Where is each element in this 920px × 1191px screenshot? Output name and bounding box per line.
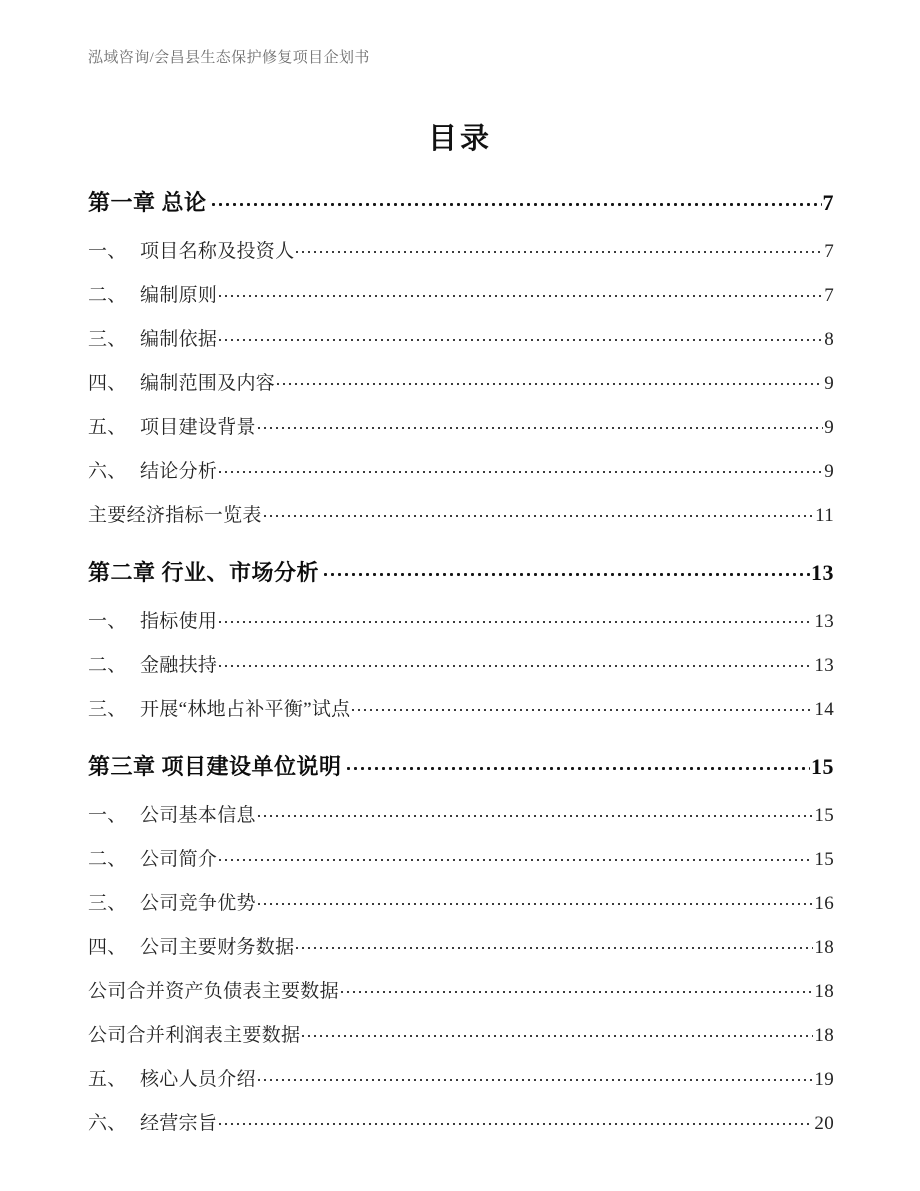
toc-leader-dots bbox=[296, 934, 813, 953]
toc-entry-number: 四、 bbox=[88, 937, 127, 958]
toc-entry-label: 主要经济指标一览表 bbox=[88, 505, 262, 526]
toc-entry-label: 指标使用 bbox=[140, 611, 218, 632]
toc-leader-dots bbox=[258, 890, 814, 909]
toc-section-entry[interactable] bbox=[88, 844, 834, 871]
toc-entry-number: 三、 bbox=[88, 699, 127, 720]
toc-leader-dots bbox=[324, 558, 810, 580]
toc-leader-dots bbox=[277, 370, 823, 389]
toc-section-entry[interactable] bbox=[88, 1108, 834, 1135]
toc-entry-number: 六、 bbox=[88, 1113, 127, 1134]
toc-section-entry[interactable] bbox=[88, 888, 834, 915]
toc-entry-number: 四、 bbox=[88, 373, 127, 394]
toc-entry-label: 结论分析 bbox=[140, 461, 218, 482]
toc-page-number: 19 bbox=[814, 1069, 834, 1090]
toc-section-entry[interactable] bbox=[88, 368, 834, 395]
toc-entry-label: 公司合并资产负债表主要数据 bbox=[88, 981, 339, 1002]
toc-section-entry[interactable] bbox=[88, 456, 834, 483]
toc-page-number: 13 bbox=[814, 655, 834, 676]
toc-entry-label: 编制依据 bbox=[140, 329, 218, 350]
toc-leader-dots bbox=[352, 696, 813, 715]
toc-leader-dots bbox=[219, 458, 823, 477]
toc-entry-number: 一、 bbox=[88, 805, 127, 826]
toc-entry-label: 公司合并利润表主要数据 bbox=[88, 1025, 301, 1046]
toc-section-entry[interactable] bbox=[88, 800, 834, 827]
toc-entry-label: 项目名称及投资人 bbox=[140, 241, 295, 262]
toc-entry-label: 项目建设背景 bbox=[140, 417, 256, 438]
toc-entry-number: 二、 bbox=[88, 849, 127, 870]
toc-entry-label: 开展“林地占补平衡”试点 bbox=[140, 699, 351, 720]
toc-section-entry[interactable] bbox=[88, 606, 834, 633]
toc-leader-dots bbox=[258, 1066, 814, 1085]
toc-entry-label: 核心人员介绍 bbox=[140, 1069, 256, 1090]
toc-section-entry[interactable] bbox=[88, 236, 834, 263]
toc-page-number: 18 bbox=[814, 981, 834, 1002]
toc-chapter-entry[interactable] bbox=[88, 556, 834, 587]
toc-entry-label: 编制范围及内容 bbox=[140, 373, 276, 394]
toc-leader-dots bbox=[219, 1110, 813, 1129]
toc-page-number: 11 bbox=[815, 505, 834, 526]
toc-leader-dots bbox=[264, 502, 814, 521]
toc-page-number: 14 bbox=[814, 699, 834, 720]
toc-entry-label: 公司简介 bbox=[140, 849, 218, 870]
toc-page-number: 20 bbox=[814, 1113, 834, 1134]
toc-section-entry[interactable] bbox=[88, 1064, 834, 1091]
toc-page-number: 7 bbox=[822, 190, 834, 215]
toc-leader-dots bbox=[258, 414, 823, 433]
toc-entry-number: 五、 bbox=[88, 417, 127, 438]
toc-entry-label: 金融扶持 bbox=[140, 655, 218, 676]
toc-page-number: 15 bbox=[811, 754, 834, 779]
toc-entry-label: 公司主要财务数据 bbox=[140, 937, 295, 958]
toc-section-entry[interactable] bbox=[88, 324, 834, 351]
toc-entry-label: 第二章 行业、市场分析 bbox=[88, 560, 320, 585]
toc-entry-number: 三、 bbox=[88, 329, 127, 350]
toc-leader-dots bbox=[302, 1022, 813, 1041]
toc-leader-dots bbox=[258, 802, 814, 821]
toc-entry-number: 六、 bbox=[88, 461, 127, 482]
toc-section-entry[interactable] bbox=[88, 412, 834, 439]
toc-chapter-entry[interactable] bbox=[88, 186, 834, 217]
toc-leader-dots bbox=[219, 326, 823, 345]
toc-page-number: 15 bbox=[814, 805, 834, 826]
toc-leader-dots bbox=[296, 238, 823, 257]
table-of-contents bbox=[88, 186, 834, 1135]
toc-page-number: 16 bbox=[814, 893, 834, 914]
toc-leader-dots bbox=[219, 846, 813, 865]
toc-entry-label: 编制原则 bbox=[140, 285, 218, 306]
toc-leader-dots bbox=[219, 282, 823, 301]
toc-entry-number: 二、 bbox=[88, 285, 127, 306]
toc-entry-label: 第一章 总论 bbox=[88, 190, 207, 215]
toc-leader-dots bbox=[212, 188, 822, 210]
toc-entry-number: 一、 bbox=[88, 241, 127, 262]
page-title: 目录 bbox=[427, 123, 492, 155]
toc-leader-dots bbox=[341, 978, 813, 997]
toc-section-entry[interactable] bbox=[88, 280, 834, 307]
toc-section-entry[interactable] bbox=[88, 694, 834, 721]
toc-page-number: 8 bbox=[824, 329, 834, 350]
toc-page-number: 15 bbox=[814, 849, 834, 870]
toc-entry-label: 经营宗旨 bbox=[140, 1113, 218, 1134]
toc-entry-number: 一、 bbox=[88, 611, 127, 632]
toc-page-number: 13 bbox=[814, 611, 834, 632]
toc-entry-label: 公司基本信息 bbox=[140, 805, 256, 826]
toc-entry-label: 第三章 项目建设单位说明 bbox=[88, 754, 342, 779]
toc-section-entry[interactable] bbox=[88, 500, 834, 527]
toc-chapter-entry[interactable] bbox=[88, 750, 834, 781]
toc-page-number: 9 bbox=[824, 417, 834, 438]
toc-page-number: 9 bbox=[824, 461, 834, 482]
toc-page-number: 9 bbox=[824, 373, 834, 394]
toc-page-number: 13 bbox=[811, 560, 834, 585]
toc-entry-number: 五、 bbox=[88, 1069, 127, 1090]
toc-section-entry[interactable] bbox=[88, 976, 834, 1003]
toc-leader-dots bbox=[219, 652, 813, 671]
running-header: 泓域咨询/会昌县生态保护修复项目企划书 bbox=[88, 50, 370, 66]
toc-entry-label: 公司竞争优势 bbox=[140, 893, 256, 914]
toc-section-entry[interactable] bbox=[88, 932, 834, 959]
toc-page-number: 7 bbox=[824, 285, 834, 306]
toc-page-number: 18 bbox=[814, 937, 834, 958]
toc-page-number: 18 bbox=[814, 1025, 834, 1046]
toc-entry-number: 二、 bbox=[88, 655, 127, 676]
toc-leader-dots bbox=[219, 608, 813, 627]
toc-section-entry[interactable] bbox=[88, 650, 834, 677]
toc-entry-number: 三、 bbox=[88, 893, 127, 914]
toc-leader-dots bbox=[347, 752, 810, 774]
toc-page-number: 7 bbox=[824, 241, 834, 262]
toc-section-entry[interactable] bbox=[88, 1020, 834, 1047]
